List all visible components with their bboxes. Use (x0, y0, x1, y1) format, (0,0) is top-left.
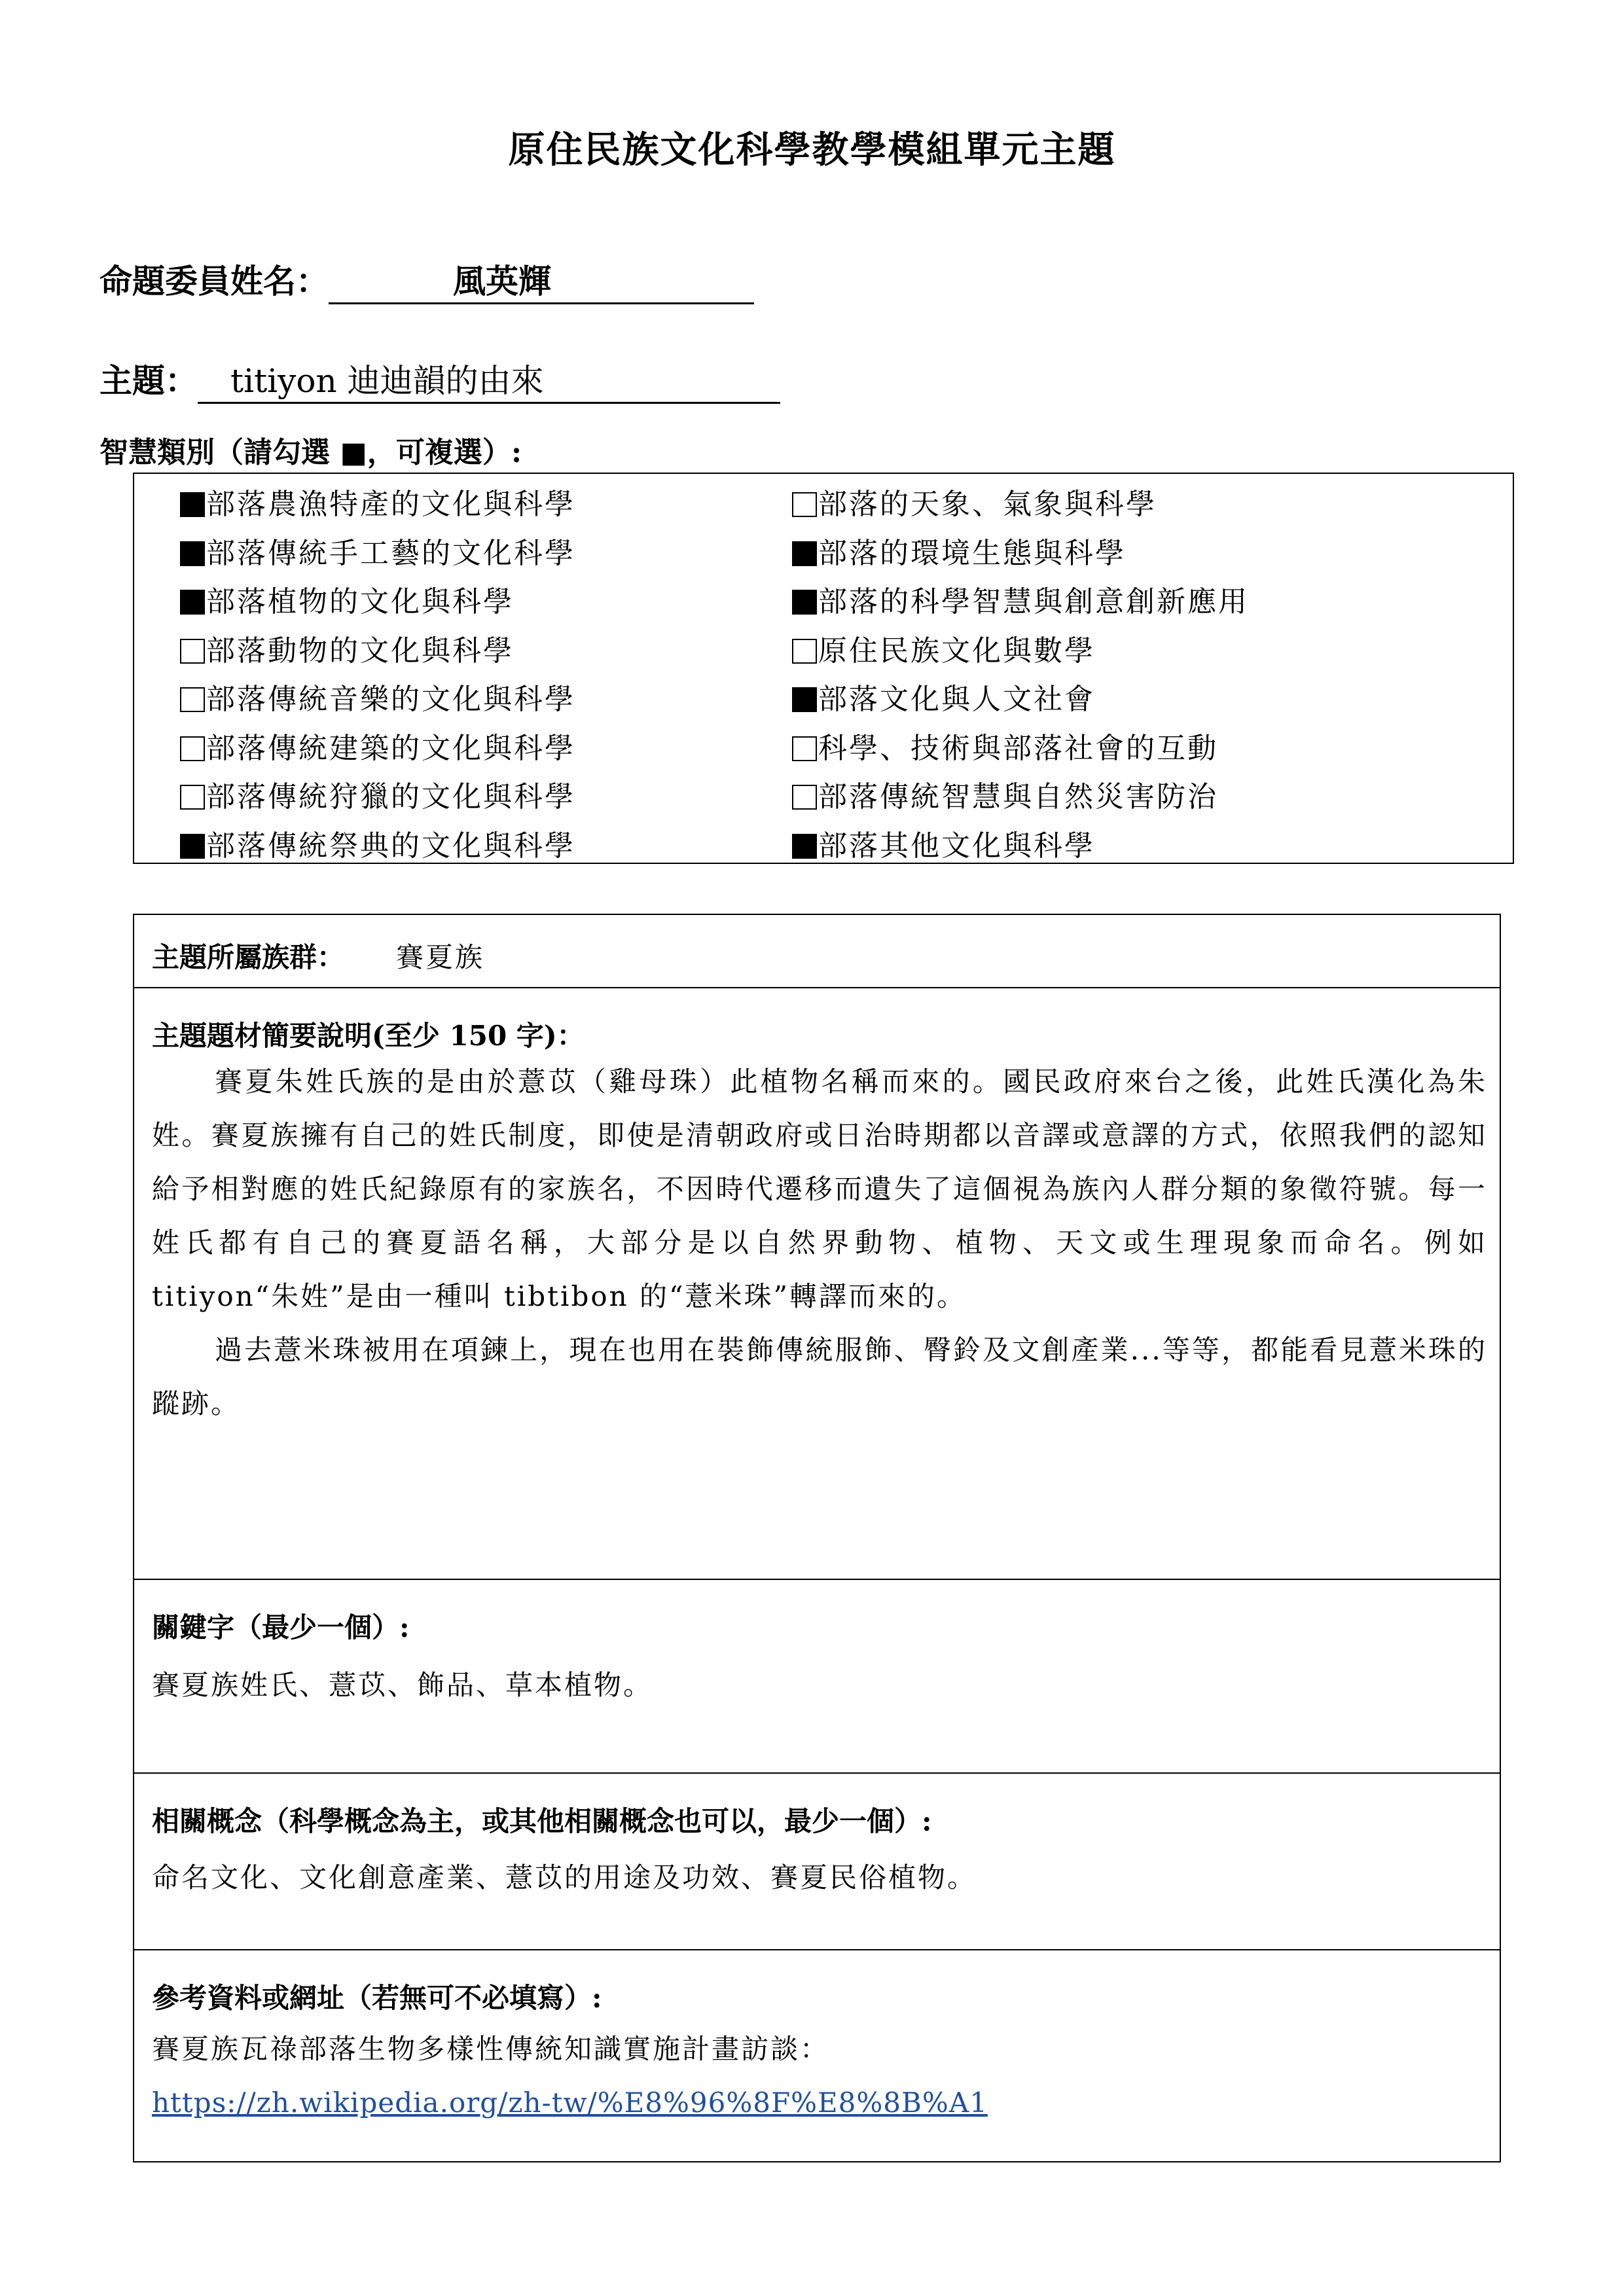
category-item[interactable] (180, 725, 575, 774)
ethnic-group-section (134, 915, 1500, 987)
checked-checkbox[interactable] (792, 834, 817, 859)
category-label: 部落的天象、氣象與科學 (818, 488, 1157, 521)
category-item[interactable] (180, 529, 575, 579)
category-label: 部落文化與人文社會 (818, 683, 1095, 716)
category-label: 部落植物的文化與科學 (206, 585, 514, 619)
category-label: 部落農漁特產的文化與科學 (206, 488, 575, 521)
summary-paragraph-2[interactable]: 過去薏米珠被用在項鍊上，現在也用在裝飾傳統服飾、臀鈴及文創產業...等等，都能看見薏米珠的蹤跡。 (152, 1334, 1487, 1420)
checked-checkbox[interactable] (792, 541, 817, 566)
unchecked-checkbox[interactable] (792, 639, 817, 664)
ethnic-group-label: 主題所屬族群： (152, 941, 345, 973)
page-title: 原住民族文化科學教學模組單元主題 (508, 128, 1116, 171)
category-item[interactable] (792, 529, 1249, 579)
references-line[interactable]: 賽夏族瓦祿部落生物多樣性傳統知識實施計畫訪談： (152, 2033, 830, 2065)
category-item[interactable] (180, 480, 575, 529)
category-column-right (792, 480, 1249, 870)
wisdom-category-box (133, 473, 1514, 864)
category-label: 部落傳統祭典的文化與科學 (206, 829, 575, 863)
wisdom-category-heading: 智慧類別（請勾選 ■，可複選）: (99, 436, 522, 469)
topic-info-table (133, 914, 1501, 2162)
committee-name-field[interactable]: 風英輝 (329, 255, 754, 304)
category-item[interactable] (792, 627, 1249, 676)
keywords-value[interactable]: 賽夏族姓氏、薏苡、飾品、草本植物。 (152, 1669, 653, 1701)
unchecked-checkbox[interactable] (792, 736, 817, 761)
unchecked-checkbox[interactable] (180, 736, 205, 761)
category-label: 部落傳統手工藝的文化科學 (206, 536, 575, 570)
category-column-left (180, 480, 575, 870)
category-item[interactable] (792, 578, 1249, 627)
committee-label: 命題委員姓名： (99, 262, 329, 300)
unchecked-checkbox[interactable] (180, 687, 205, 712)
concepts-value[interactable]: 命名文化、文化創意產業、薏苡的用途及功效、賽夏民俗植物。 (152, 1861, 977, 1893)
concepts-label: 相關概念（科學概念為主，或其他相關概念也可以，最少一個）: (152, 1805, 932, 1837)
category-label: 原住民族文化與數學 (818, 634, 1095, 668)
summary-section (134, 987, 1500, 1579)
category-item[interactable] (180, 578, 575, 627)
category-label: 科學、技術與部落社會的互動 (818, 731, 1218, 765)
checked-checkbox[interactable] (180, 834, 205, 859)
references-link[interactable]: https://zh.wikipedia.org/zh-tw/%E8%96%8F%E8%8B%A1 (152, 2087, 988, 2119)
category-label: 部落動物的文化與科學 (206, 634, 514, 668)
unchecked-checkbox[interactable] (180, 785, 205, 810)
committee-row (99, 255, 754, 304)
topic-field[interactable]: titiyon 迪迪韻的由來 (198, 355, 780, 404)
category-item[interactable] (792, 480, 1249, 529)
checked-checkbox[interactable] (792, 687, 817, 712)
category-label: 部落的環境生態與科學 (818, 536, 1126, 570)
checked-checkbox[interactable] (180, 541, 205, 566)
category-label: 部落傳統智慧與自然災害防治 (818, 780, 1218, 814)
references-label: 參考資料或網址（若無可不必填寫）: (152, 1982, 602, 2014)
keywords-label: 關鍵字（最少一個）: (152, 1611, 410, 1643)
category-label: 部落傳統建築的文化與科學 (206, 731, 575, 765)
category-item[interactable] (180, 675, 575, 725)
category-label: 部落的科學智慧與創意創新應用 (818, 585, 1249, 619)
checked-checkbox[interactable] (792, 590, 817, 615)
keywords-section (134, 1579, 1500, 1772)
unchecked-checkbox[interactable] (180, 639, 205, 664)
checked-checkbox[interactable] (180, 590, 205, 615)
ethnic-group-value[interactable]: 賽夏族 (396, 941, 485, 973)
category-item[interactable] (180, 627, 575, 676)
category-label: 部落傳統狩獵的文化與科學 (206, 780, 575, 814)
category-item[interactable] (792, 725, 1249, 774)
category-item[interactable] (792, 773, 1249, 822)
concepts-section (134, 1772, 1500, 1949)
category-item[interactable] (180, 822, 575, 871)
unchecked-checkbox[interactable] (792, 492, 817, 517)
summary-label: 主題題材簡要說明(至少 150 字)： (152, 1020, 585, 1052)
unchecked-checkbox[interactable] (792, 785, 817, 810)
category-item[interactable] (792, 675, 1249, 725)
summary-paragraph-1[interactable]: 賽夏朱姓氏族的是由於薏苡（雞母珠）此植物名稱而來的。國民政府來台之後，此姓氏漢化為朱姓。賽夏族擁有自己的姓氏制度，即使是清朝政府或日治時期都以音譯或意譯的方式，依照我們的認知給予相對應的姓氏紀錄原有的家族名，不因時代遷移而遺失了這個視為族內人群分類的象徵符號。每一姓氏都有自己的賽夏語名稱，大部分是以自然界動物、植物、天文或生理現象而命名。例如 titiyon“朱姓”是由一種叫 tibtibon 的“薏米珠”轉譯而來的。 (152, 1066, 1487, 1312)
checked-checkbox[interactable] (180, 492, 205, 517)
category-item[interactable] (792, 822, 1249, 871)
category-label: 部落傳統音樂的文化與科學 (206, 683, 575, 716)
category-label: 部落其他文化與科學 (818, 829, 1095, 863)
category-item[interactable] (180, 773, 575, 822)
references-section (134, 1949, 1500, 2164)
topic-label: 主題： (99, 361, 198, 400)
topic-row (99, 355, 780, 404)
